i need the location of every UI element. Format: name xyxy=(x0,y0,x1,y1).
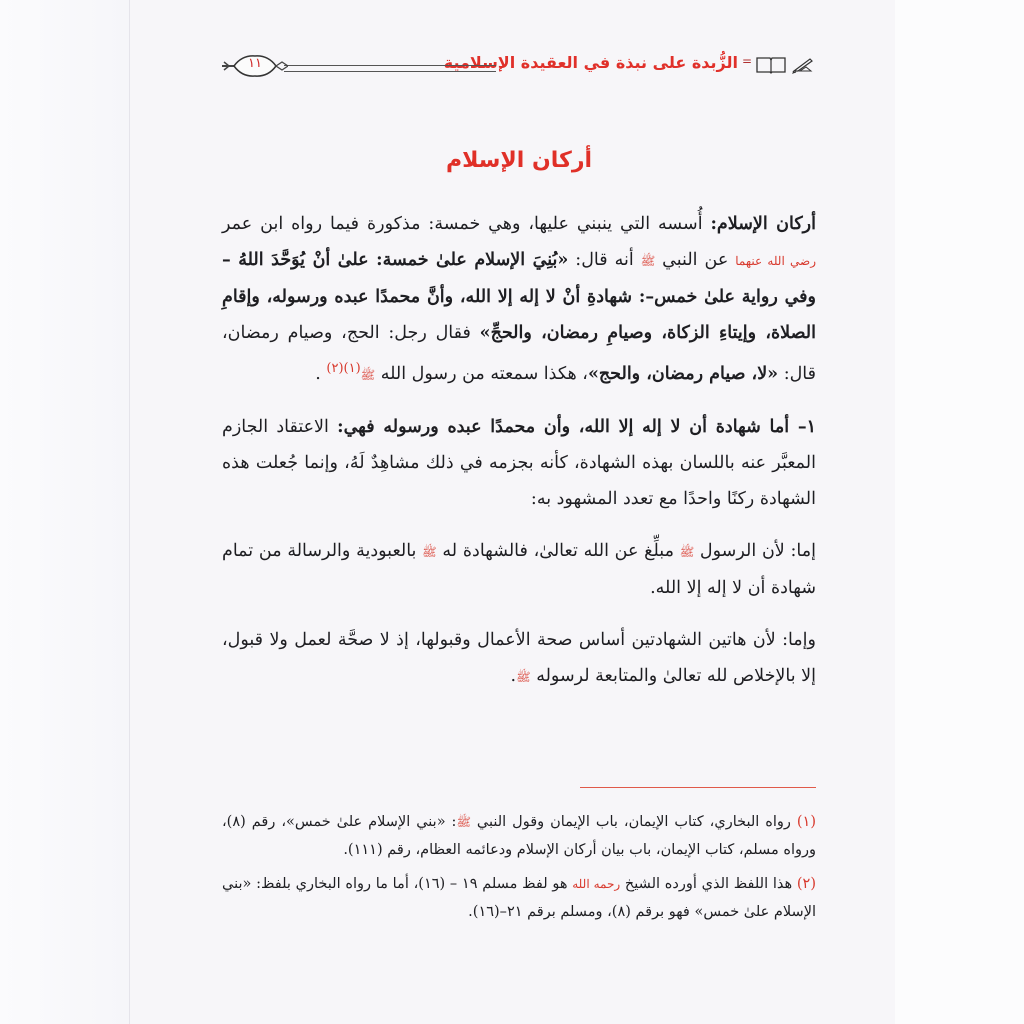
text-run: مبلِّغ عن الله تعالىٰ، فالشهادة له xyxy=(436,540,680,561)
paragraph-pillars-intro xyxy=(222,206,816,393)
open-book-icon xyxy=(756,56,786,74)
text-run: عن النبي xyxy=(655,250,736,270)
honorific-glyph: رضي الله عنهما xyxy=(735,254,817,268)
paragraph-shahada xyxy=(222,409,816,517)
text-run: الاعتقاد الجازم المعبَّر عنه باللسان بهذه الشهادة، كأنه بجزمه في ذلك مشاهِدٌ لَهُ، وإنما جُعلت هذه الشهادة ركنًا واحدًا مع تعدد المشهود به: xyxy=(222,416,816,509)
honorific-glyph: ﷺ xyxy=(422,544,437,559)
text-run: : «بني الإسلام علىٰ خمس»، رقم (٨)، ورواه مسلم، كتاب الإيمان، باب بيان أركان الإسلام ودعائمه العظام، رقم (١١١). xyxy=(222,814,816,858)
main-text xyxy=(222,206,816,711)
background-right xyxy=(895,0,1024,1024)
text-run: إما: لأن الرسول xyxy=(694,540,816,561)
footnote-separator xyxy=(580,787,816,788)
paragraph-reason-one xyxy=(222,533,816,606)
background-left xyxy=(0,0,130,1024)
footnote-1 xyxy=(222,808,816,864)
footnote-reference[interactable]: (١)(٢) xyxy=(326,361,361,376)
text-run: . xyxy=(510,665,517,686)
book-title: الزُّبدة على نبذة في العقيدة الإسلامية xyxy=(443,53,738,72)
honorific-glyph: ﷺ xyxy=(516,669,531,684)
text-run: فقال رجل: الحج، وصيام رمضان، قال: xyxy=(222,323,816,384)
hadith-quote: «بُنِيَ الإسلام علىٰ خمسة: علىٰ أنْ يُوَحَّدَ اللهُ – وفي رواية علىٰ خمس–: شهادةِ أنْ لا إله إلا الله، وأنَّ محمدًا عبده ورسوله، وإقامِ الصلاة، وإيتاءِ الزكاة، وصيامِ رمضان، والحجِّ» xyxy=(222,250,816,343)
honorific-glyph: ﷺ xyxy=(360,367,376,382)
lead-term: أركان الإسلام: xyxy=(710,214,816,234)
honorific-glyph: رحمه الله xyxy=(572,877,621,891)
footnote-2 xyxy=(222,870,816,926)
text-run: هو لفظ مسلم ١٩ – (١٦)، أما ما رواه البخاري بلفظ: «بني الإسلام علىٰ خمس» فهو برقم (٨)، ومسلم برقم ٢١–(١٦). xyxy=(222,876,816,920)
header-separator: = xyxy=(741,54,752,68)
paragraph-reason-two xyxy=(222,622,816,695)
honorific-glyph: ﷺ xyxy=(679,544,695,559)
lead-term: ١– أما شهادة أن لا إله إلا الله، وأن محمدًا عبده ورسوله فهي: xyxy=(337,416,816,437)
running-header xyxy=(222,52,814,82)
text-run: وإما: لأن هاتين الشهادتين أساس صحة الأعمال وقبولها، إذ لا صحَّة لعمل ولا قبول، إلا بالإخلاص لله تعالىٰ والمتابعة لرسوله xyxy=(222,629,816,686)
text-run: رواه البخاري، كتاب الإيمان، باب الإيمان وقول النبي xyxy=(470,814,797,830)
text-run: هذا اللفظ الذي أورده الشيخ xyxy=(620,876,797,892)
hadith-quote: «لا، صيام رمضان، والحج» xyxy=(587,363,779,384)
section-title: أركان الإسلام xyxy=(445,148,593,173)
quill-pen-icon xyxy=(792,56,814,74)
text-run: أُسسه التي ينبني عليها، وهي خمسة: مذكورة فيما رواه ابن عمر xyxy=(222,214,711,234)
header-rule xyxy=(284,65,496,72)
footnote-marker: (٢) xyxy=(796,876,816,892)
text-run: أنه قال: xyxy=(568,250,641,270)
footnote-marker: (١) xyxy=(796,814,817,830)
page-number: ١١ xyxy=(248,56,262,71)
text-run: بالعبودية والرسالة من تمام شهادة أن لا إله إلا الله. xyxy=(222,540,816,598)
honorific-glyph: ﷺ xyxy=(640,254,656,268)
text-run: . xyxy=(315,363,327,384)
text-run: ، هكذا سمعته من رسول الله xyxy=(375,363,588,384)
honorific-glyph: ﷺ xyxy=(456,815,471,829)
footnotes xyxy=(222,808,816,932)
